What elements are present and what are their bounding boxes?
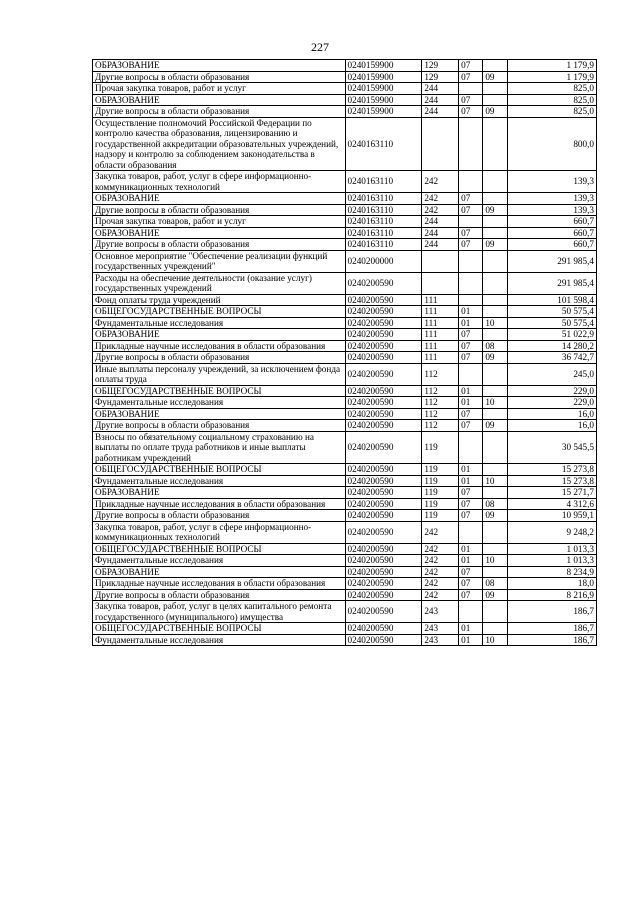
row-subsection xyxy=(483,216,507,228)
row-subsection: 09 xyxy=(483,106,507,118)
row-name: Иные выплаты персоналу учреждений, за исключением фонда оплаты труда xyxy=(93,363,346,385)
row-section: 07 xyxy=(459,352,483,364)
row-expense-type: 129 xyxy=(422,71,459,83)
row-name: Другие вопросы в области образования xyxy=(93,106,346,118)
row-target-code: 0240200590 xyxy=(345,543,422,555)
row-amount: 1 013,3 xyxy=(507,543,597,555)
row-subsection xyxy=(483,543,507,555)
row-expense-type: 119 xyxy=(422,431,459,464)
row-name: Взносы по обязательному социальному страхованию на выплаты по оплате труда работников и иные выплаты работникам учреждений xyxy=(93,431,346,464)
row-expense-type: 244 xyxy=(422,227,459,239)
row-expense-type: 119 xyxy=(422,510,459,522)
row-amount: 18,0 xyxy=(507,578,597,590)
row-target-code: 0240163110 xyxy=(345,216,422,228)
row-name: Прочая закупка товаров, работ и услуг xyxy=(93,83,346,95)
row-section: 07 xyxy=(459,420,483,432)
row-target-code: 0240159900 xyxy=(345,94,422,106)
row-amount: 1 179,9 xyxy=(507,71,597,83)
row-name: Закупка товаров, работ, услуг в сфере информационно-коммуникационных технологий xyxy=(93,521,346,543)
table-row xyxy=(93,227,597,239)
row-target-code: 0240163110 xyxy=(345,239,422,251)
row-target-code: 0240200590 xyxy=(345,521,422,543)
row-amount: 800,0 xyxy=(507,117,597,171)
table-row xyxy=(93,83,597,95)
row-name: Прикладные научные исследования в области образования xyxy=(93,578,346,590)
row-target-code: 0240200590 xyxy=(345,352,422,364)
row-section xyxy=(459,83,483,95)
row-amount: 8 216,9 xyxy=(507,589,597,601)
row-subsection: 10 xyxy=(483,634,507,646)
row-section xyxy=(459,363,483,385)
row-amount: 10 959,1 xyxy=(507,510,597,522)
row-expense-type: 111 xyxy=(422,352,459,364)
row-name: ОБЩЕГОСУДАРСТВЕННЫЕ ВОПРОСЫ xyxy=(93,464,346,476)
row-amount: 15 273,8 xyxy=(507,475,597,487)
row-target-code: 0240200590 xyxy=(345,510,422,522)
row-target-code: 0240200590 xyxy=(345,634,422,646)
row-name: Другие вопросы в области образования xyxy=(93,204,346,216)
row-expense-type: 243 xyxy=(422,634,459,646)
row-name: Осуществление полномочий Российской Федерации по контролю качества образования, лицензированию и государственной аккредитации образовательных учреждений, надзору и контролю за соблюдением законодательства в области образования xyxy=(93,117,346,171)
row-subsection: 09 xyxy=(483,420,507,432)
row-subsection xyxy=(483,521,507,543)
row-expense-type: 244 xyxy=(422,216,459,228)
row-section: 07 xyxy=(459,227,483,239)
row-subsection: 09 xyxy=(483,204,507,216)
table-row xyxy=(93,431,597,464)
table-row xyxy=(93,578,597,590)
row-section: 07 xyxy=(459,329,483,341)
row-subsection: 09 xyxy=(483,352,507,364)
row-name: Фундаментальные исследования xyxy=(93,475,346,487)
row-section xyxy=(459,250,483,272)
row-expense-type: 244 xyxy=(422,239,459,251)
row-target-code: 0240200590 xyxy=(345,623,422,635)
table-row xyxy=(93,464,597,476)
row-subsection: 10 xyxy=(483,397,507,409)
row-name: ОБРАЗОВАНИЕ xyxy=(93,193,346,205)
row-name: Другие вопросы в области образования xyxy=(93,589,346,601)
row-target-code: 0240200000 xyxy=(345,250,422,272)
budget-table xyxy=(92,59,597,646)
row-name: Прикладные научные исследования в области образования xyxy=(93,498,346,510)
row-name: ОБЩЕГОСУДАРСТВЕННЫЕ ВОПРОСЫ xyxy=(93,306,346,318)
table-row xyxy=(93,239,597,251)
row-section: 07 xyxy=(459,589,483,601)
row-target-code: 0240200590 xyxy=(345,340,422,352)
row-target-code: 0240200590 xyxy=(345,420,422,432)
row-name: Другие вопросы в области образования xyxy=(93,239,346,251)
row-section xyxy=(459,601,483,623)
row-name: Расходы на обеспечение деятельности (оказание услуг) государственных учреждений xyxy=(93,272,346,294)
row-section: 07 xyxy=(459,578,483,590)
row-name: Другие вопросы в области образования xyxy=(93,420,346,432)
row-expense-type: 112 xyxy=(422,408,459,420)
row-section: 07 xyxy=(459,60,483,72)
row-target-code: 0240200590 xyxy=(345,329,422,341)
table-row xyxy=(93,521,597,543)
table-row xyxy=(93,601,597,623)
row-section: 01 xyxy=(459,317,483,329)
table-row xyxy=(93,94,597,106)
row-section xyxy=(459,431,483,464)
row-expense-type: 243 xyxy=(422,601,459,623)
row-subsection xyxy=(483,363,507,385)
row-target-code: 0240163110 xyxy=(345,117,422,171)
table-row xyxy=(93,634,597,646)
row-section: 07 xyxy=(459,239,483,251)
row-target-code: 0240159900 xyxy=(345,60,422,72)
table-row xyxy=(93,329,597,341)
row-expense-type: 242 xyxy=(422,171,459,193)
row-amount: 50 575,4 xyxy=(507,306,597,318)
row-amount: 825,0 xyxy=(507,106,597,118)
row-amount: 825,0 xyxy=(507,83,597,95)
row-subsection: 09 xyxy=(483,239,507,251)
row-amount: 101 598,4 xyxy=(507,294,597,306)
table-row xyxy=(93,475,597,487)
budget-table-body xyxy=(93,60,597,646)
row-amount: 660,7 xyxy=(507,216,597,228)
row-section: 01 xyxy=(459,397,483,409)
row-expense-type: 111 xyxy=(422,329,459,341)
row-subsection xyxy=(483,623,507,635)
row-target-code: 0240200590 xyxy=(345,306,422,318)
row-amount: 291 985,4 xyxy=(507,250,597,272)
row-name: Прочая закупка товаров, работ и услуг xyxy=(93,216,346,228)
row-subsection: 10 xyxy=(483,317,507,329)
row-name: Фундаментальные исследования xyxy=(93,317,346,329)
table-row xyxy=(93,385,597,397)
row-name: ОБЩЕГОСУДАРСТВЕННЫЕ ВОПРОСЫ xyxy=(93,623,346,635)
row-target-code: 0240200590 xyxy=(345,272,422,294)
row-name: ОБРАЗОВАНИЕ xyxy=(93,566,346,578)
table-row xyxy=(93,250,597,272)
row-subsection xyxy=(483,294,507,306)
row-expense-type: 119 xyxy=(422,475,459,487)
row-expense-type: 244 xyxy=(422,94,459,106)
row-name: Другие вопросы в области образования xyxy=(93,71,346,83)
row-target-code: 0240200590 xyxy=(345,498,422,510)
row-amount: 291 985,4 xyxy=(507,272,597,294)
row-amount: 139,3 xyxy=(507,193,597,205)
row-expense-type: 111 xyxy=(422,340,459,352)
row-expense-type: 111 xyxy=(422,294,459,306)
row-expense-type: 119 xyxy=(422,464,459,476)
row-section: 07 xyxy=(459,94,483,106)
row-section: 07 xyxy=(459,498,483,510)
row-expense-type: 244 xyxy=(422,106,459,118)
row-expense-type: 112 xyxy=(422,363,459,385)
row-target-code: 0240200590 xyxy=(345,294,422,306)
table-row xyxy=(93,193,597,205)
row-target-code: 0240200590 xyxy=(345,589,422,601)
row-target-code: 0240200590 xyxy=(345,487,422,499)
row-subsection xyxy=(483,83,507,95)
row-amount: 9 248,2 xyxy=(507,521,597,543)
row-target-code: 0240200590 xyxy=(345,397,422,409)
row-amount: 825,0 xyxy=(507,94,597,106)
row-expense-type xyxy=(422,272,459,294)
row-amount: 139,3 xyxy=(507,171,597,193)
row-name: Закупка товаров, работ, услуг в сфере информационно-коммуникационных технологий xyxy=(93,171,346,193)
row-subsection xyxy=(483,117,507,171)
row-target-code: 0240200590 xyxy=(345,555,422,567)
row-subsection xyxy=(483,487,507,499)
table-row xyxy=(93,566,597,578)
table-row xyxy=(93,397,597,409)
row-section: 07 xyxy=(459,408,483,420)
row-expense-type: 242 xyxy=(422,555,459,567)
row-subsection: 08 xyxy=(483,498,507,510)
row-subsection xyxy=(483,306,507,318)
row-expense-type: 242 xyxy=(422,543,459,555)
table-row xyxy=(93,352,597,364)
row-section: 01 xyxy=(459,475,483,487)
row-expense-type: 242 xyxy=(422,566,459,578)
row-name: ОБЩЕГОСУДАРСТВЕННЫЕ ВОПРОСЫ xyxy=(93,543,346,555)
row-expense-type: 242 xyxy=(422,193,459,205)
row-target-code: 0240200590 xyxy=(345,431,422,464)
row-amount: 186,7 xyxy=(507,634,597,646)
row-section: 01 xyxy=(459,543,483,555)
table-row xyxy=(93,340,597,352)
row-subsection: 08 xyxy=(483,340,507,352)
row-name: Другие вопросы в области образования xyxy=(93,352,346,364)
row-name: Фонд оплаты труда учреждений xyxy=(93,294,346,306)
table-row xyxy=(93,60,597,72)
row-target-code: 0240200590 xyxy=(345,475,422,487)
row-subsection xyxy=(483,60,507,72)
row-amount: 660,7 xyxy=(507,227,597,239)
row-subsection xyxy=(483,408,507,420)
row-section: 07 xyxy=(459,106,483,118)
row-section: 01 xyxy=(459,623,483,635)
row-name: Прикладные научные исследования в области образования xyxy=(93,340,346,352)
row-expense-type: 242 xyxy=(422,204,459,216)
row-subsection xyxy=(483,329,507,341)
row-section: 01 xyxy=(459,306,483,318)
row-expense-type: 242 xyxy=(422,589,459,601)
row-section xyxy=(459,294,483,306)
row-expense-type: 112 xyxy=(422,397,459,409)
row-expense-type: 112 xyxy=(422,385,459,397)
row-target-code: 0240163110 xyxy=(345,171,422,193)
row-amount: 139,3 xyxy=(507,204,597,216)
row-section: 07 xyxy=(459,204,483,216)
row-section xyxy=(459,117,483,171)
row-subsection xyxy=(483,94,507,106)
row-section: 07 xyxy=(459,340,483,352)
row-expense-type xyxy=(422,117,459,171)
row-subsection xyxy=(483,385,507,397)
row-expense-type: 242 xyxy=(422,578,459,590)
row-expense-type: 111 xyxy=(422,306,459,318)
table-row xyxy=(93,204,597,216)
table-row xyxy=(93,71,597,83)
row-subsection: 09 xyxy=(483,510,507,522)
row-name: ОБРАЗОВАНИЕ xyxy=(93,487,346,499)
row-subsection xyxy=(483,227,507,239)
row-section xyxy=(459,521,483,543)
row-amount: 15 271,7 xyxy=(507,487,597,499)
row-name: Фундаментальные исследования xyxy=(93,634,346,646)
table-row xyxy=(93,510,597,522)
table-row xyxy=(93,117,597,171)
row-section: 07 xyxy=(459,566,483,578)
row-amount: 50 575,4 xyxy=(507,317,597,329)
row-amount: 1 013,3 xyxy=(507,555,597,567)
row-target-code: 0240159900 xyxy=(345,106,422,118)
row-target-code: 0240200590 xyxy=(345,363,422,385)
row-section: 01 xyxy=(459,634,483,646)
row-section: 01 xyxy=(459,464,483,476)
row-name: Другие вопросы в области образования xyxy=(93,510,346,522)
row-amount: 229,0 xyxy=(507,385,597,397)
table-row xyxy=(93,216,597,228)
row-amount: 15 273,8 xyxy=(507,464,597,476)
table-row xyxy=(93,543,597,555)
row-target-code: 0240200590 xyxy=(345,385,422,397)
row-expense-type: 242 xyxy=(422,521,459,543)
row-subsection: 09 xyxy=(483,589,507,601)
row-amount: 186,7 xyxy=(507,601,597,623)
table-row xyxy=(93,363,597,385)
row-target-code: 0240200590 xyxy=(345,317,422,329)
row-target-code: 0240200590 xyxy=(345,578,422,590)
row-name: ОБРАЗОВАНИЕ xyxy=(93,94,346,106)
row-expense-type: 119 xyxy=(422,498,459,510)
row-expense-type: 243 xyxy=(422,623,459,635)
table-row xyxy=(93,272,597,294)
row-section: 07 xyxy=(459,487,483,499)
row-section: 07 xyxy=(459,510,483,522)
row-section xyxy=(459,216,483,228)
row-subsection: 08 xyxy=(483,578,507,590)
row-amount: 186,7 xyxy=(507,623,597,635)
page-number: 227 xyxy=(311,40,329,54)
row-amount: 8 234,9 xyxy=(507,566,597,578)
row-amount: 51 022,9 xyxy=(507,329,597,341)
row-amount: 4 312,6 xyxy=(507,498,597,510)
table-row xyxy=(93,555,597,567)
row-section: 07 xyxy=(459,193,483,205)
row-name: ОБРАЗОВАНИЕ xyxy=(93,408,346,420)
row-amount: 1 179,9 xyxy=(507,60,597,72)
row-target-code: 0240200590 xyxy=(345,408,422,420)
row-name: ОБРАЗОВАНИЕ xyxy=(93,329,346,341)
table-row xyxy=(93,294,597,306)
row-subsection: 09 xyxy=(483,71,507,83)
row-amount: 30 545,5 xyxy=(507,431,597,464)
row-subsection xyxy=(483,464,507,476)
row-name: ОБРАЗОВАНИЕ xyxy=(93,227,346,239)
table-row xyxy=(93,487,597,499)
row-amount: 229,0 xyxy=(507,397,597,409)
table-row xyxy=(93,623,597,635)
row-subsection xyxy=(483,601,507,623)
row-subsection xyxy=(483,193,507,205)
row-target-code: 0240200590 xyxy=(345,566,422,578)
row-subsection xyxy=(483,272,507,294)
row-expense-type: 112 xyxy=(422,420,459,432)
row-target-code: 0240163110 xyxy=(345,193,422,205)
row-target-code: 0240163110 xyxy=(345,204,422,216)
row-amount: 245,0 xyxy=(507,363,597,385)
row-subsection: 10 xyxy=(483,475,507,487)
row-subsection xyxy=(483,566,507,578)
row-subsection: 10 xyxy=(483,555,507,567)
row-expense-type: 111 xyxy=(422,317,459,329)
row-amount: 660,7 xyxy=(507,239,597,251)
row-amount: 16,0 xyxy=(507,408,597,420)
row-expense-type: 119 xyxy=(422,487,459,499)
table-row xyxy=(93,420,597,432)
row-name: ОБЩЕГОСУДАРСТВЕННЫЕ ВОПРОСЫ xyxy=(93,385,346,397)
row-name: Фундаментальные исследования xyxy=(93,397,346,409)
row-target-code: 0240200590 xyxy=(345,464,422,476)
table-row xyxy=(93,171,597,193)
row-section xyxy=(459,272,483,294)
row-section: 01 xyxy=(459,555,483,567)
row-expense-type xyxy=(422,250,459,272)
row-subsection xyxy=(483,250,507,272)
row-section: 07 xyxy=(459,71,483,83)
table-row xyxy=(93,589,597,601)
table-row xyxy=(93,408,597,420)
row-name: Закупка товаров, работ, услуг в целях капитального ремонта государственного (муниципального) имущества xyxy=(93,601,346,623)
row-target-code: 0240200590 xyxy=(345,601,422,623)
row-target-code: 0240159900 xyxy=(345,71,422,83)
table-row xyxy=(93,498,597,510)
row-expense-type: 129 xyxy=(422,60,459,72)
row-target-code: 0240163110 xyxy=(345,227,422,239)
row-amount: 14 280,2 xyxy=(507,340,597,352)
row-name: Основное мероприятие "Обеспечение реализации функций государственных учреждений" xyxy=(93,250,346,272)
row-expense-type: 244 xyxy=(422,83,459,95)
row-section xyxy=(459,171,483,193)
row-amount: 16,0 xyxy=(507,420,597,432)
row-subsection xyxy=(483,171,507,193)
table-row xyxy=(93,306,597,318)
row-section: 01 xyxy=(459,385,483,397)
row-target-code: 0240159900 xyxy=(345,83,422,95)
row-amount: 36 742,7 xyxy=(507,352,597,364)
row-name: Фундаментальные исследования xyxy=(93,555,346,567)
row-subsection xyxy=(483,431,507,464)
table-row xyxy=(93,317,597,329)
row-name: ОБРАЗОВАНИЕ xyxy=(93,60,346,72)
table-row xyxy=(93,106,597,118)
